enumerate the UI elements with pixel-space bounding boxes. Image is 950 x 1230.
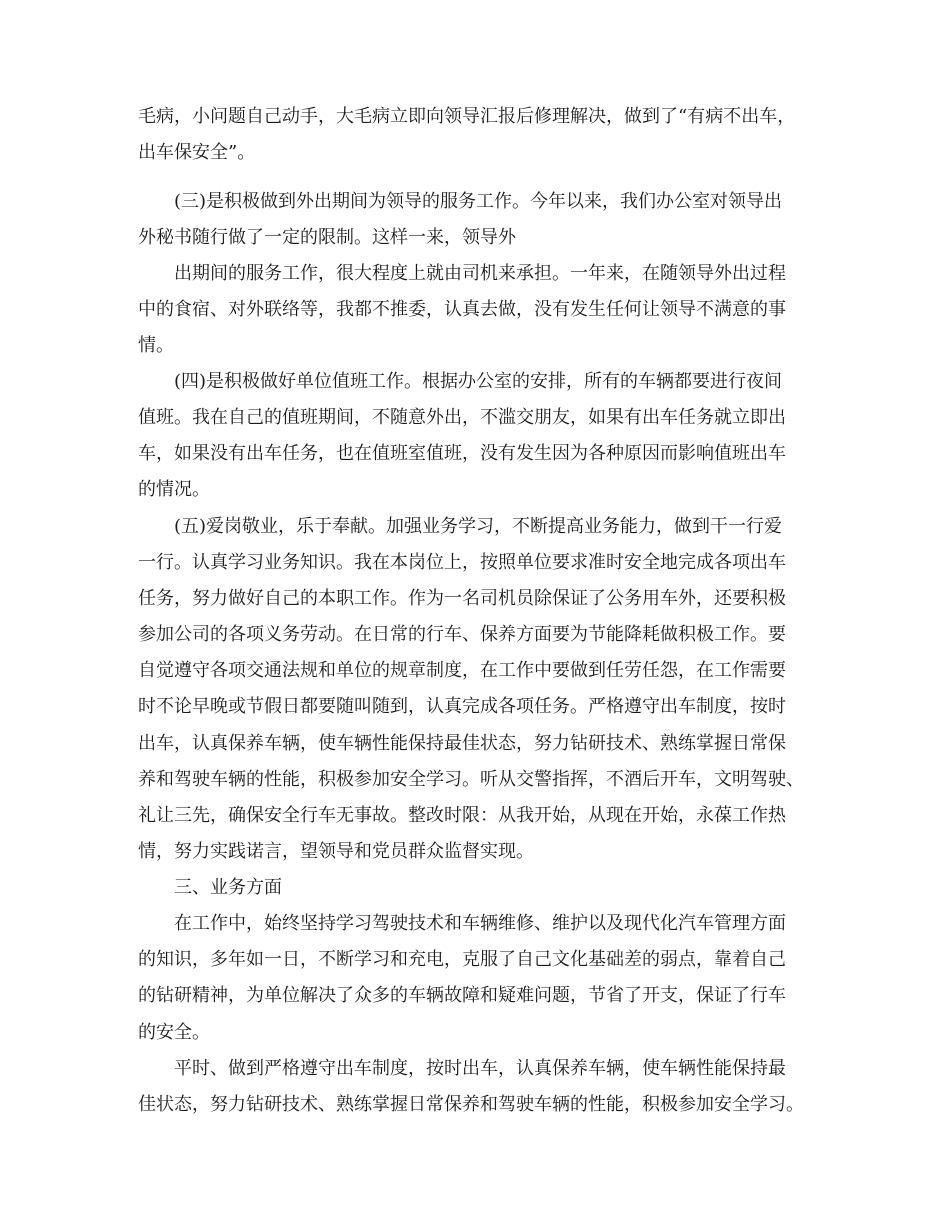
text-line: 参加公司的各项义务劳动。在日常的行车、保养方面要为节能降耗做积极工作。要	[138, 624, 786, 645]
text-line: 一行。认真学习业务知识。我在本岗位上，按照单位要求准时安全地完成各项出车	[138, 552, 786, 573]
text-line: 毛病，小问题自己动手，大毛病立即向领导汇报后修理解决，做到了“有病不出车，	[138, 106, 796, 127]
text-line: 的安全。	[138, 1022, 210, 1043]
text-line: 平时、做到严格遵守出车制度，按时出车，认真保养车辆，使车辆性能保持最	[174, 1058, 786, 1079]
text-line: 自觉遵守各项交通法规和单位的规章制度，在工作中要做到任劳任怨，在工作需要	[138, 660, 786, 681]
text-line: 礼让三先，确保安全行车无事故。整改时限：从我开始，从现在开始，永葆工作热	[138, 805, 786, 826]
text-line: 车，如果没有出车任务，也在值班室值班，没有发生因为各种原因而影响值班出车	[138, 443, 786, 464]
text-line: 中的食宿、对外联络等，我都不推委，认真去做，没有发生任何让领导不满意的事	[138, 299, 786, 320]
text-line: 出期间的服务工作，很大程度上就由司机来承担。一年来，在随领导外出过程	[174, 263, 786, 284]
text-line: 养和驾驶车辆的性能，积极参加安全学习。听从交警指挥，不酒后开车，文明驾驶、	[138, 769, 804, 790]
text-line: 外秘书随行做了一定的限制。这样一来，领导外	[138, 227, 516, 248]
text-line: 时不论早晚或节假日都要随叫随到，认真完成各项任务。严格遵守出车制度，按时	[138, 696, 786, 717]
text-line: (三)是积极做到外出期间为领导的服务工作。今年以来，我们办公室对领导出	[174, 191, 783, 212]
text-line: 佳状态，努力钻研技术、熟练掌握日常保养和驾驶车辆的性能，积极参加安全学习。	[138, 1094, 804, 1115]
section-heading: 三、业务方面	[174, 877, 282, 898]
text-line: (四)是积极做好单位值班工作。根据办公室的安排，所有的车辆都要进行夜间	[174, 371, 783, 392]
text-line: 情，努力实践诺言，望领导和党员群众监督实现。	[138, 841, 534, 862]
text-line: 出车保安全”。	[138, 142, 256, 163]
text-line: 任务，努力做好自己的本职工作。作为一名司机员除保证了公务用车外，还要积极	[138, 588, 786, 609]
text-line: 的情况。	[138, 479, 210, 500]
text-line: 的知识，多年如一日，不断学习和充电，克服了自己文化基础差的弱点，靠着自己	[138, 949, 786, 970]
text-line: 出车，认真保养车辆，使车辆性能保持最佳状态，努力钻研技术、熟练掌握日常保	[138, 733, 786, 754]
text-line: 在工作中，始终坚持学习驾驶技术和车辆维修、维护以及现代化汽车管理方面	[174, 913, 786, 934]
text-line: 的钻研精神，为单位解决了众多的车辆故障和疑难问题，节省了开支，保证了行车	[138, 985, 786, 1006]
text-line: 值班。我在自己的值班期间，不随意外出，不滥交朋友，如果有出车任务就立即出	[138, 407, 786, 428]
text-line: 情。	[138, 335, 174, 356]
text-line: (五)爱岗敬业，乐于奉献。加强业务学习，不断提高业务能力，做到干一行爱	[174, 516, 783, 537]
